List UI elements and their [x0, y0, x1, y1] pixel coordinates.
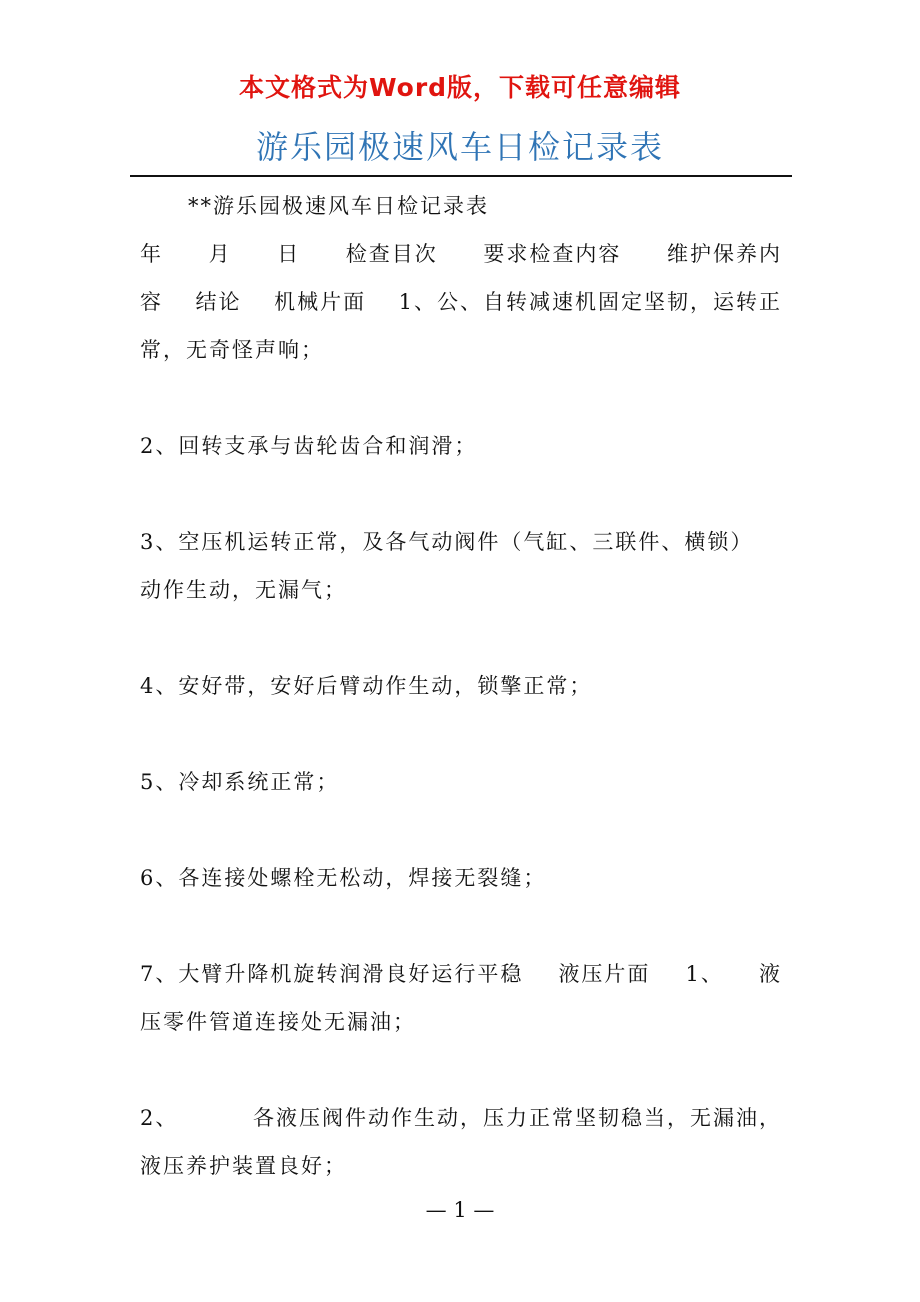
body-text: 各液压阀件动作生动，压力正常坚韧稳当，无漏油，	[253, 1106, 782, 1130]
day-label: 日	[277, 242, 301, 266]
maintenance-label: 维护保养内	[666, 242, 782, 266]
check-item-continued: 液压养护装置良好；	[140, 1154, 347, 1178]
check-item	[140, 950, 782, 998]
subtitle: **游乐园极速风车日检记录表	[188, 194, 489, 218]
paragraph-gap	[140, 806, 782, 854]
paragraph-gap	[140, 710, 782, 758]
check-item-continued: 动作生动，无漏气；	[140, 578, 347, 602]
body-text: 7、大臂升降机旋转润滑良好运行平稳	[140, 962, 524, 986]
header-line	[140, 230, 782, 278]
check-item	[140, 1094, 782, 1142]
body-text: 常，无奇怪声响；	[140, 338, 324, 362]
body-text: 1、公、自转减速机固定坚韧，运转正	[398, 290, 782, 314]
document-title: 游乐园极速风车日检记录表	[255, 128, 664, 166]
paragraph-gap	[140, 470, 782, 518]
body-text: 1、	[685, 962, 724, 986]
paragraph-gap	[140, 614, 782, 662]
body-text: 2、	[140, 1106, 179, 1130]
paragraph-gap	[140, 374, 782, 422]
document-body	[140, 182, 782, 1190]
title-divider	[130, 175, 792, 177]
body-text: 液	[758, 962, 782, 986]
check-item: 2、回转支承与齿轮齿合和润滑；	[140, 434, 478, 458]
requirement-label: 要求检查内容	[483, 242, 622, 266]
hydraulic-section-label: 液压片面	[558, 962, 651, 986]
year-label: 年	[140, 242, 163, 266]
inspection-item-label: 检查目次	[345, 242, 438, 266]
check-item: 3、空压机运转正常，及各气动阀件（气缸、三联件、横锁）	[140, 530, 754, 554]
edit-notice-banner: 本文格式为Word版，下载可任意编辑	[238, 73, 682, 102]
check-item: 6、各连接处螺栓无松动，焊接无裂缝；	[140, 866, 547, 890]
month-label: 月	[208, 242, 232, 266]
body-line	[140, 278, 782, 326]
check-item-continued: 压零件管道连接处无漏油；	[140, 1010, 416, 1034]
body-text: 容	[140, 290, 163, 314]
page-number: — 1 —	[425, 1198, 495, 1222]
paragraph-gap	[140, 902, 782, 950]
check-item: 5、冷却系统正常；	[140, 770, 340, 794]
conclusion-label: 结论	[195, 290, 242, 314]
paragraph-gap	[140, 1046, 782, 1094]
mechanical-section-label: 机械片面	[274, 290, 367, 314]
check-item: 4、安好带，安好后臂动作生动，锁擎正常；	[140, 674, 593, 698]
